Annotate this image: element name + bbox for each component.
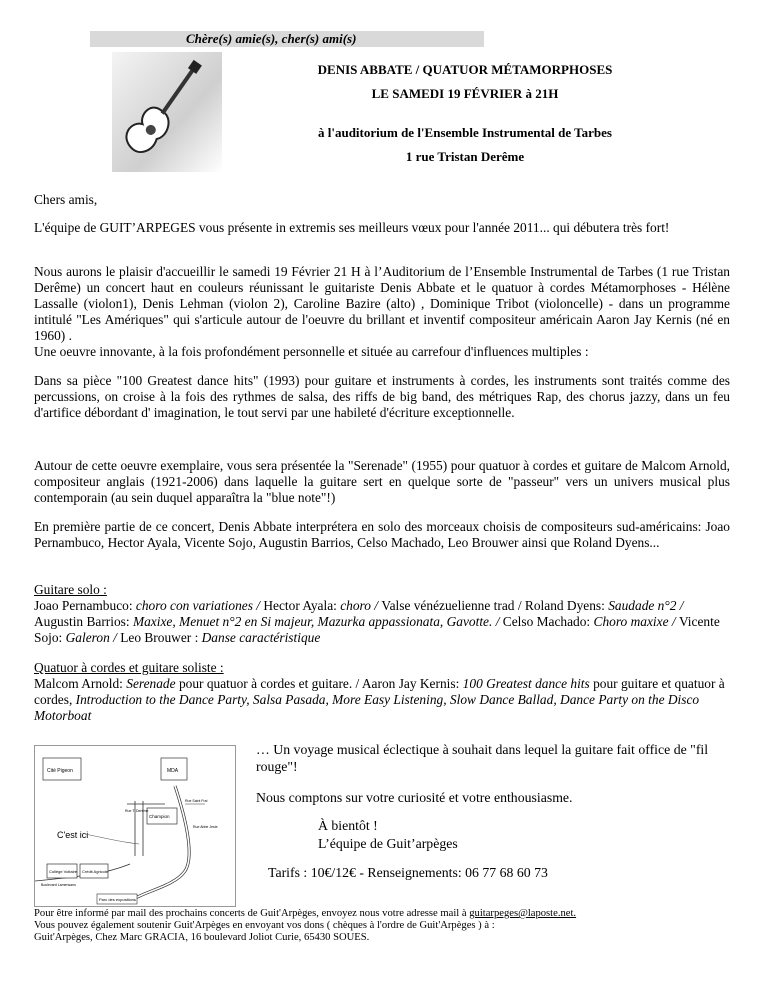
solo-segment: choro con variationes / xyxy=(135,598,264,613)
quartet-segment: Introduction to the Dance Party, Salsa Pasada, More Easy Listening, Slow Dance Ballad, Dance Party on the Disco Motorboat xyxy=(34,692,700,723)
map-label-credit: Crédit Agricole xyxy=(82,869,109,874)
guitar-illustration xyxy=(112,52,222,172)
solo-segment: Leo Brouwer : xyxy=(120,630,202,645)
quartet-pieces xyxy=(34,676,730,724)
signature: L’équipe de Guit’arpèges xyxy=(318,836,458,851)
quartet-segment: pour guitare et quatuor à cordes, xyxy=(34,676,725,707)
kernis-paragraph: Dans sa pièce "100 Greatest dance hits" (1993) pour guitare et instruments à cordes, les instruments sont traités comme des percussions, on croise à la fois des rythmes de salsa, des riffs de big band, des métriques Rap, des chorus jazzy, dans un feu d'artifice débordant d' imagination, le tout servi par une habileté d'écriture exceptionnelle. xyxy=(34,373,730,420)
solo-segment: Vicente Sojo: xyxy=(34,614,720,645)
email-link[interactable]: guitarpeges@laposte.net. xyxy=(469,908,577,919)
quartet-segment: pour quatuor à cordes et guitare. / Aaron Jay Kernis: xyxy=(178,676,463,691)
solo-segment: Saudade n°2 / xyxy=(608,598,684,613)
solo-segment: Joao Pernambuco: xyxy=(34,598,136,613)
quartet-segment: Serenade xyxy=(126,676,179,691)
solo-program xyxy=(34,582,730,646)
quartet-program xyxy=(34,660,730,724)
quartet-segment: Malcom Arnold: xyxy=(34,676,127,691)
concert-venue: à l'auditorium de l'Ensemble Instrumental de Tarbes xyxy=(318,125,612,140)
footer-line3: Guit'Arpèges, Chez Marc GRACIA, 16 boulevard Joliot Curie, 65430 SOUES. xyxy=(34,932,370,943)
map-label-rue1: Rue Saint Frai xyxy=(185,799,208,803)
map-label-here: C'est ici xyxy=(57,830,89,840)
map-label-cite: Cité Pigeon xyxy=(47,768,73,774)
quartet-segment: 100 Greatest dance hits xyxy=(462,676,594,691)
solo-segment: Maxixe, Menuet n°2 en Si majeur, Mazurka appassionata, Gavotte. / xyxy=(132,614,503,629)
map-label-parc: Parc des expositions xyxy=(99,897,136,902)
bientot-text: À bientôt ! xyxy=(318,818,378,833)
footer xyxy=(34,908,734,944)
concert-title: DENIS ABBATE / QUATUOR MÉTAMORPHOSES xyxy=(317,62,613,77)
solo-segment: Choro maxixe / xyxy=(593,614,679,629)
concert-date: LE SAMEDI 19 FÉVRIER à 21H xyxy=(371,86,559,101)
solo-segment: Valse vénézuelienne trad / Roland Dyens: xyxy=(381,598,609,613)
solo-segment: Galeron / xyxy=(65,630,121,645)
voyage-text: … Un voyage musical éclectique à souhait dans lequel la guitare fait office de "fil rouge"! xyxy=(256,742,709,774)
location-map xyxy=(34,745,236,907)
solo-heading: Guitare solo : xyxy=(34,582,107,597)
solo-segment: choro / xyxy=(340,598,382,613)
solo-segment: Augustin Barrios: xyxy=(34,614,133,629)
concert-address: 1 rue Tristan Derême xyxy=(405,149,525,164)
solo-segment: Danse caractéristique xyxy=(201,630,321,645)
comptons-text: Nous comptons sur votre curiosité et votre enthousiasme. xyxy=(256,790,573,805)
map-label-college: Collège Voltaire xyxy=(49,869,78,874)
map-label-boulevard: Boulevard Lamensans xyxy=(41,883,76,887)
footer-line2: Vous pouvez également soutenir Guit'Arpèges en envoyant vos dons ( chèques à l'ordre de Guit'Arpèges ) à : xyxy=(34,920,495,931)
first-part-paragraph: En première partie de ce concert, Denis Abbate interprétera en solo des morceaux choisis de compositeurs sud-américains: Joao Pernambuco, Hector Ayala, Vicente Sojo, Augustin Barrios, Celso Machado, Leo Brouwer ainsi que Roland Dyens... xyxy=(34,519,730,550)
concert-paragraph: Nous aurons le plaisir d'accueillir le samedi 19 Février 21 H à l’Auditorium de l’Ensemble Instrumental de Tarbes (1 rue Tristan Derême) un concert haut en couleurs réunissant le guitariste Denis Abbate et le quatuor à cordes Métamorphoses - Hélène Lassalle (violon1), Denis Lehman (violon 2), Caroline Bazire (alto) , Dominique Tribot (violoncelle) - dans un programme intitulé "Les Amériques" qui s'articule autour de l'oeuvre du brillant et inventif compositeur américain Aaron Jay Kernis (né en 1960) . Une oeuvre innovante, à la fois profondément personnelle et située au carrefour d'influences multiples : xyxy=(34,264,730,359)
greeting: Chers amis, xyxy=(34,192,98,207)
intro-paragraph: L'équipe de GUIT’ARPEGES vous présente in extremis ses meilleurs vœux pour l'année 2011... qui débutera très fort! xyxy=(34,220,670,235)
map-label-mda: MDA xyxy=(167,768,179,774)
solo-pieces xyxy=(34,598,730,646)
map-label-rue3: Rue T. Derême xyxy=(125,809,149,813)
tarifs-text: Tarifs : 10€/12€ - Renseignements: 06 77 68 60 73 xyxy=(268,865,548,880)
map-label-champion: Champion xyxy=(149,814,170,819)
solo-segment: Hector Ayala: xyxy=(263,598,341,613)
map-label-rue2: Rue Abbe Jesie xyxy=(193,825,218,829)
footer-line1: Pour être informé par mail des prochains concerts de Guit'Arpèges, envoyez nous votre adresse mail à guitarpeges@laposte.net. xyxy=(34,908,577,919)
solo-segment: Celso Machado: xyxy=(502,614,594,629)
arnold-paragraph: Autour de cette oeuvre exemplaire, vous sera présentée la "Serenade" (1955) pour quatuor à cordes et guitare de Malcom Arnold, compositeur anglais (1921-2006) dans laquelle la guitare sert en quelque sorte de "passeur" vers un univers musical plus contemporain (au sein duquel apparaîtra la "blue note"!) xyxy=(34,458,730,505)
quartet-heading: Quatuor à cordes et guitare soliste : xyxy=(34,660,224,675)
salutation: Chère(s) amie(s), cher(s) ami(s) xyxy=(90,31,484,47)
